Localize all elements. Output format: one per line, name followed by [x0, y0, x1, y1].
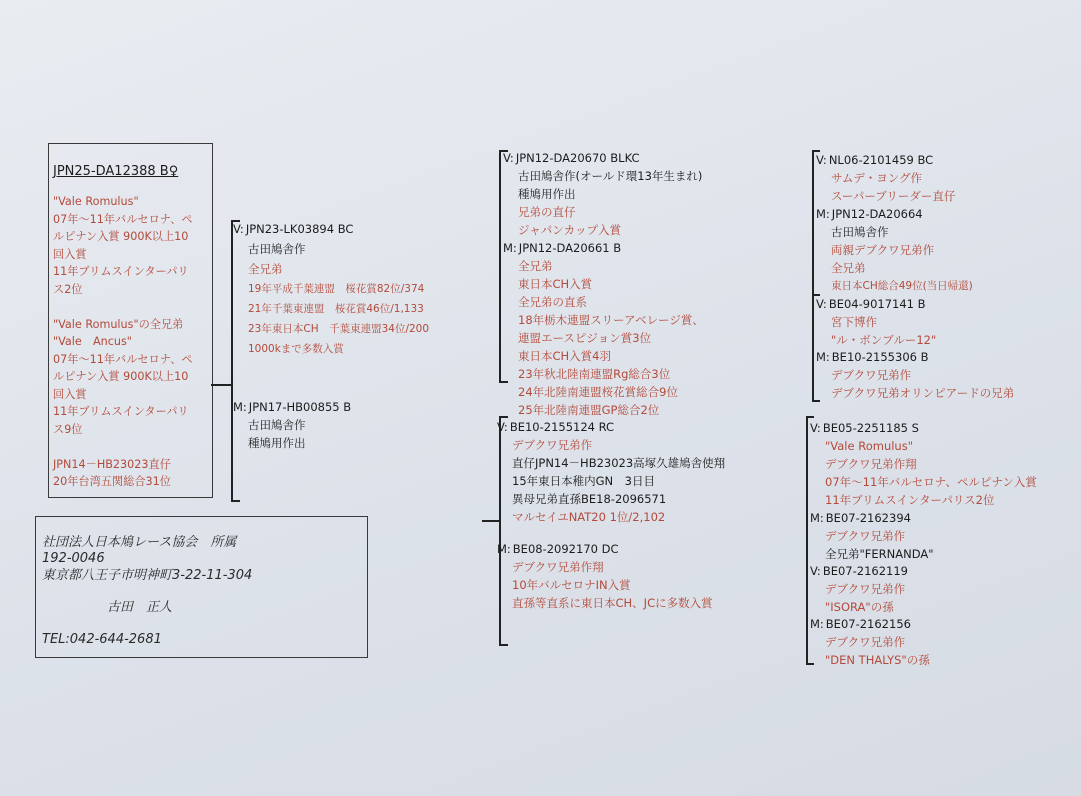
pedigree-ggs-3: [810, 419, 1037, 509]
bird-detail: スーパーブリーダー直仔: [831, 189, 956, 203]
subject-line: "Vale Romulus": [53, 195, 139, 208]
bird-detail: 古田鳩舎作(オールド環13年生まれ): [518, 169, 703, 183]
bird-detail: 東日本CH入賞4羽: [518, 349, 611, 363]
bird-id: [497, 418, 725, 436]
bird-id: [503, 149, 702, 167]
bird-detail: "DEN THALYS"の孫: [825, 653, 930, 667]
bracket-gen3-b: [812, 294, 814, 401]
bird-detail: 古田鳩舎作: [831, 225, 889, 239]
subject-line: ルピナン入賞 900K以上10: [53, 230, 189, 243]
ring-number: JPN23-LK03894 BC: [245, 222, 354, 236]
subject-line: [53, 298, 193, 316]
pedigree-ggd-1: [816, 205, 973, 295]
bird-detail: 全兄弟: [248, 262, 283, 276]
parent-tag: M:: [503, 241, 517, 255]
bird-detail: 種鳩用作出: [248, 436, 306, 450]
subject-line: 回入賞: [53, 247, 87, 261]
subject-line: "Vale Romulus"の全兄弟: [53, 317, 184, 331]
pedigree-sire: [233, 219, 429, 359]
bird-detail: 宮下博作: [831, 315, 877, 329]
subject-line: [53, 438, 193, 456]
ring-number: JPN12-DA20664: [831, 207, 923, 221]
bird-detail: 11年ブリムスインターパリス2位: [825, 493, 995, 507]
bird-detail: 18年栃木連盟スリーアベレージ賞、: [518, 313, 704, 327]
owner-tel: TEL:042-644-2681: [42, 632, 162, 647]
bird-id: [810, 615, 930, 633]
bird-id: [810, 419, 1037, 437]
bird-detail: 兄弟の直仔: [518, 205, 576, 219]
bird-detail: デブクワ兄弟オリンピアードの兄弟: [831, 386, 1015, 400]
parent-tag: V:: [810, 564, 821, 578]
bird-detail: 古田鳩舎作: [248, 418, 306, 432]
bird-detail: 直孫等直系に東日本CH、JCに多数入賞: [512, 596, 713, 610]
bracket-gen2-dam-bottom: [499, 644, 508, 646]
bracket-gen1-mid: [211, 384, 233, 386]
subject-line: "Vale Ancus": [53, 335, 132, 348]
bird-detail: 19年平成千葉連盟 桜花賞82位/374: [248, 283, 425, 295]
pedigree-ggs-1: [816, 151, 955, 205]
pedigree-maternal-grandsire: [497, 418, 725, 526]
subject-details: [53, 193, 193, 491]
bird-detail: 古田鳩舎作: [248, 242, 306, 256]
ring-number: NL06-2101459 BC: [828, 153, 934, 167]
bird-detail: "ISORA"の孫: [825, 600, 894, 614]
subject-line: 07年～11年バルセロナ、ペ: [53, 212, 193, 226]
bracket-gen3-c: [806, 416, 808, 664]
owner-name: 古田 正人: [107, 600, 173, 615]
bird-detail: デブクワ兄弟作: [831, 368, 912, 382]
parent-tag: V:: [233, 222, 244, 236]
bird-detail: デブクワ兄弟作: [512, 438, 593, 452]
parent-tag: M:: [497, 542, 511, 556]
bird-id: [503, 239, 704, 257]
subject-line: ス2位: [53, 282, 83, 296]
bird-id: [816, 348, 1014, 366]
bird-detail: 全兄弟: [518, 259, 553, 273]
bird-detail: サムデ・ヨング作: [831, 171, 922, 185]
parent-tag: V:: [503, 151, 514, 165]
ring-number: BE10-2155306 B: [831, 350, 929, 364]
subject-line: 20年台湾五関総合31位: [53, 475, 171, 488]
bird-detail: "Vale Romulus": [825, 439, 914, 453]
bird-detail: デブクワ兄弟作: [825, 582, 906, 596]
bird-detail: 直仔JPN14－HB23023高塚久雄鳩舎使翔: [512, 456, 726, 470]
owner-postal: 192-0046: [42, 551, 105, 566]
pedigree-ggd-4: [810, 615, 930, 669]
bird-detail: "ル・ボンブルー12": [831, 333, 937, 347]
pedigree-maternal-granddam: [497, 540, 713, 612]
ring-number: BE10-2155124 RC: [509, 420, 615, 434]
bird-detail: デブクワ兄弟作: [825, 529, 906, 543]
pedigree-dam: [233, 398, 351, 452]
owner-association: 社団法人日本鳩レース協会 所属: [42, 535, 237, 550]
bird-detail: 24年北陸南連盟桜花賞総合9位: [518, 385, 678, 399]
bracket-gen2-sire: [499, 150, 501, 382]
pedigree-paternal-granddam: [503, 239, 704, 419]
bird-detail: 東日本CH入賞: [518, 277, 593, 291]
parent-tag: M:: [816, 350, 830, 364]
bird-id: [233, 398, 351, 416]
subject-line: ス9位: [53, 422, 83, 436]
ring-number: BE08-2092170 DC: [512, 542, 619, 556]
bird-id: [816, 295, 936, 313]
pedigree-ggs-4: [810, 562, 908, 616]
bird-id: [816, 205, 973, 223]
parent-tag: V:: [816, 153, 827, 167]
ring-number: BE05-2251185 S: [822, 421, 919, 435]
bird-detail: 23年秋北陸南連盟Rg総合3位: [518, 367, 671, 381]
ring-number: BE07-2162394: [825, 511, 911, 525]
bird-detail: 10年バルセロナIN入賞: [512, 578, 631, 592]
bird-detail: デブクワ兄弟作翔: [825, 457, 917, 471]
bird-detail: 東日本CH総合49位(当日帰還): [831, 280, 973, 292]
ring-number: JPN17-HB00855 B: [248, 400, 352, 414]
bird-detail: 15年東日本稚内GN 3日目: [512, 474, 655, 488]
subject-line: 11年ブリムスインターパリ: [53, 265, 189, 278]
bird-detail: 1000kまで多数入賞: [248, 343, 344, 355]
subject-line: 07年～11年バルセロナ、ペ: [53, 352, 193, 366]
subject-line: JPN14－HB23023直仔: [53, 457, 171, 471]
subject-line: ルピナン入賞 900K以上10: [53, 370, 189, 383]
bird-detail: 連盟エースピジョン賞3位: [518, 331, 652, 345]
parent-tag: V:: [497, 420, 508, 434]
parent-tag: M:: [810, 511, 824, 525]
pedigree-ggs-2: [816, 295, 936, 349]
pedigree-ggd-3: [810, 509, 934, 563]
parent-tag: M:: [810, 617, 824, 631]
bird-detail: デブクワ兄弟作翔: [512, 560, 604, 574]
parent-tag: M:: [816, 207, 830, 221]
bird-detail: 全兄弟"FERNANDA": [825, 547, 934, 561]
bird-detail: デブクワ兄弟作: [825, 635, 906, 649]
ring-number: JPN12-DA20670 BLKC: [515, 151, 640, 165]
bird-detail: 21年千葉東連盟 桜花賞46位/1,133: [248, 303, 424, 315]
parent-tag: V:: [810, 421, 821, 435]
bird-detail: 全兄弟: [831, 261, 866, 275]
bird-detail: ジャパンカップ入賞: [518, 223, 622, 237]
bracket-gen3-c-top: [806, 416, 814, 418]
parent-tag: V:: [816, 297, 827, 311]
bird-detail: マルセイユNAT20 1位/2,102: [512, 510, 666, 524]
bird-detail: 25年北陸南連盟GP総合2位: [518, 403, 660, 417]
subject-title: JPN25-DA12388 B♀: [53, 164, 179, 179]
parent-tag: M:: [233, 400, 247, 414]
bird-detail: 07年～11年バルセロナ、ペルピナン入賞: [825, 475, 1037, 489]
pedigree-ggd-2: [816, 348, 1014, 402]
bird-detail: 23年東日本CH 千葉東連盟34位/200: [248, 323, 430, 335]
bird-detail: 両親デブクワ兄弟作: [831, 243, 935, 257]
bracket-gen1-bottom: [231, 500, 240, 502]
subject-line: 回入賞: [53, 387, 87, 401]
bracket-gen3-a: [812, 150, 814, 295]
bird-detail: 種鳩用作出: [518, 187, 576, 201]
owner-address: 東京都八王子市明神町3-22-11-304: [42, 568, 253, 583]
pedigree-paternal-grandsire: [503, 149, 702, 239]
bird-id: [497, 540, 713, 558]
bird-id: [816, 151, 955, 169]
ring-number: JPN12-DA20661 B: [518, 241, 622, 255]
bird-detail: 異母兄弟直孫BE18-2096571: [512, 492, 667, 506]
bird-id: [810, 562, 908, 580]
bird-id: [810, 509, 934, 527]
bird-id: [233, 219, 429, 239]
ring-number: BE07-2162119: [822, 564, 908, 578]
subject-line: 11年ブリムスインターパリ: [53, 405, 189, 418]
ring-number: BE07-2162156: [825, 617, 911, 631]
ring-number: BE04-9017141 B: [828, 297, 926, 311]
bird-detail: 全兄弟の直系: [518, 295, 587, 309]
